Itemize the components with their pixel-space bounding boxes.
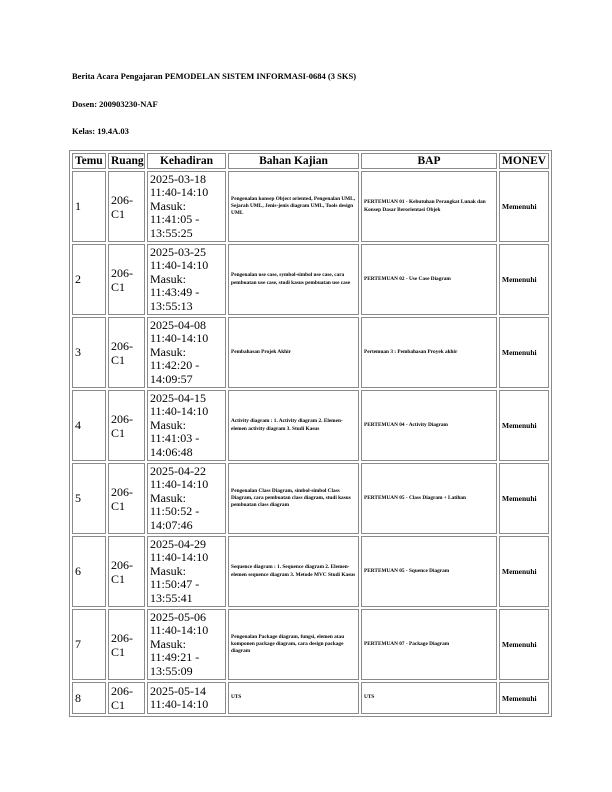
col-header-ruang: Ruang (108, 153, 145, 169)
table-row (72, 682, 549, 714)
cell-bahan-kajian: Pengenalan Package diagram, fungsi, elemen atau komponen package diagram, cara design package diagram (228, 609, 359, 680)
cell-bap: PERTEMUAN 05 - Squence Diagram (361, 536, 497, 607)
table-row (72, 536, 549, 607)
kehadiran-date: 2025-05-14 (150, 683, 206, 698)
cell-monev: Memenuhi (499, 463, 549, 534)
kehadiran-date: 2025-04-22 (150, 463, 206, 478)
kehadiran-date: 2025-03-18 (150, 171, 206, 186)
kehadiran-date: 2025-04-29 (150, 536, 206, 551)
table-row (72, 317, 549, 388)
cell-monev: Memenuhi (499, 390, 549, 461)
cell-temu: 6 (72, 536, 106, 607)
kehadiran-masuk-time: 11:50:47 - 13:55:41 (150, 577, 200, 605)
cell-kehadiran (147, 682, 226, 714)
col-header-bahan-kajian: Bahan Kajian (228, 153, 359, 169)
cell-ruang: 206-C1 (108, 244, 145, 315)
cell-monev: Memenuhi (499, 609, 549, 680)
cell-monev: Memenuhi (499, 682, 549, 714)
cell-bap: PERTEMUAN 04 - Activity Diagram (361, 390, 497, 461)
kehadiran-masuk-time: 11:42:20 - 14:09:57 (150, 358, 200, 386)
kehadiran-time: 11:40-14:10 (150, 697, 209, 711)
cell-bap: UTS (361, 682, 497, 714)
cell-temu: 4 (72, 390, 106, 461)
cell-kehadiran (147, 171, 226, 242)
cell-bahan-kajian: Pengenalan Class Diagram, simbol-simbol Class Diagram, cara pembuatan class diagram, studi kasus pembuatan class diagram (228, 463, 359, 534)
lecturer-info: Dosen: 200903230-NAF (72, 99, 158, 109)
cell-bap: PERTEMUAN 07 - Package Diagram (361, 609, 497, 680)
kehadiran-masuk-time: 11:49:21 - 13:55:09 (150, 650, 200, 678)
cell-kehadiran (147, 390, 226, 461)
cell-temu: 7 (72, 609, 106, 680)
cell-ruang: 206-C1 (108, 682, 145, 714)
cell-temu: 5 (72, 463, 106, 534)
kehadiran-time: 11:40-14:10 (150, 185, 209, 200)
cell-kehadiran (147, 463, 226, 534)
cell-monev: Memenuhi (499, 317, 549, 388)
cell-kehadiran (147, 536, 226, 607)
kehadiran-time: 11:40-14:10 (150, 258, 209, 273)
cell-temu: 1 (72, 171, 106, 242)
table-row (72, 390, 549, 461)
cell-ruang: 206-C1 (108, 463, 145, 534)
cell-temu: 3 (72, 317, 106, 388)
table-header-row (72, 153, 549, 169)
cell-bap: PERTEMUAN 01 - Kebutuhan Perangkat Lunak dan Konsep Dasar Berorientasi Objek (361, 171, 497, 242)
col-header-monev: MONEV (499, 153, 549, 169)
cell-bahan-kajian: Activity diagram : 1. Activity diagram 2. Elemen-elemen activity diagram 3. Studi Kasus (228, 390, 359, 461)
cell-ruang: 206-C1 (108, 171, 145, 242)
cell-kehadiran (147, 244, 226, 315)
kehadiran-time: 11:40-14:10 (150, 477, 209, 492)
kehadiran-time: 11:40-14:10 (150, 623, 209, 638)
class-info: Kelas: 19.4A.03 (72, 126, 129, 136)
col-header-kehadiran: Kehadiran (147, 153, 226, 169)
kehadiran-masuk-label: Masuk: (150, 563, 186, 578)
cell-bahan-kajian: Pengenalan konsep Object oriented, Pengenalan UML, Sejarah UML, Jenis-jenis diagram UML, Tools design UML (228, 171, 359, 242)
cell-temu: 8 (72, 682, 106, 714)
kehadiran-date: 2025-04-15 (150, 390, 206, 405)
cell-bahan-kajian: UTS (228, 682, 359, 714)
kehadiran-date: 2025-04-08 (150, 317, 206, 332)
cell-ruang: 206-C1 (108, 609, 145, 680)
kehadiran-date: 2025-03-25 (150, 244, 206, 259)
kehadiran-date: 2025-05-06 (150, 609, 206, 624)
kehadiran-masuk-label: Masuk: (150, 636, 186, 651)
kehadiran-time: 11:40-14:10 (150, 331, 209, 346)
col-header-bap: BAP (361, 153, 497, 169)
cell-monev: Memenuhi (499, 244, 549, 315)
kehadiran-masuk-label: Masuk: (150, 490, 186, 505)
table-row (72, 463, 549, 534)
table-row (72, 171, 549, 242)
cell-ruang: 206-C1 (108, 390, 145, 461)
kehadiran-masuk-label: Masuk: (150, 271, 186, 286)
cell-bahan-kajian: Sequence diagram : 1. Sequence diagram 2. Elemen-elemen sequence diagram 3. Metode MVC Studi Kasus (228, 536, 359, 607)
kehadiran-masuk-label: Masuk: (150, 417, 186, 432)
cell-ruang: 206-C1 (108, 536, 145, 607)
cell-bap: PERTEMUAN 02 - Use Case Diagram (361, 244, 497, 315)
cell-monev: Memenuhi (499, 171, 549, 242)
cell-kehadiran (147, 317, 226, 388)
cell-bahan-kajian: Pengenalan use case, symbol-simbol use case, cara pembuatan use case, studi kasus pembuatan use case (228, 244, 359, 315)
cell-monev: Memenuhi (499, 536, 549, 607)
cell-temu: 2 (72, 244, 106, 315)
table-row (72, 244, 549, 315)
cell-bap: PERTEMUAN 05 - Class Diagram + Latihan (361, 463, 497, 534)
cell-ruang: 206-C1 (108, 317, 145, 388)
kehadiran-masuk-label: Masuk: (150, 344, 186, 359)
col-header-temu: Temu (72, 153, 106, 169)
cell-bahan-kajian: Pembahasan Projek Akhir (228, 317, 359, 388)
report-title: Berita Acara Pengajaran PEMODELAN SISTEM INFORMASI-0684 (3 SKS) (72, 71, 357, 81)
kehadiran-time: 11:40-14:10 (150, 404, 209, 419)
kehadiran-time: 11:40-14:10 (150, 550, 209, 565)
kehadiran-masuk-time: 11:43:49 - 13:55:13 (150, 285, 200, 313)
attendance-table (69, 150, 552, 717)
kehadiran-masuk-time: 11:50:52 - 14:07:46 (150, 504, 200, 532)
kehadiran-masuk-time: 11:41:03 - 14:06:48 (150, 431, 200, 459)
table-row (72, 609, 549, 680)
kehadiran-masuk-time: 11:41:05 - 13:55:25 (150, 212, 200, 240)
cell-kehadiran (147, 609, 226, 680)
cell-bap: Pertemuan 3 : Pembahasan Proyek akhir (361, 317, 497, 388)
kehadiran-masuk-label: Masuk: (150, 198, 186, 213)
